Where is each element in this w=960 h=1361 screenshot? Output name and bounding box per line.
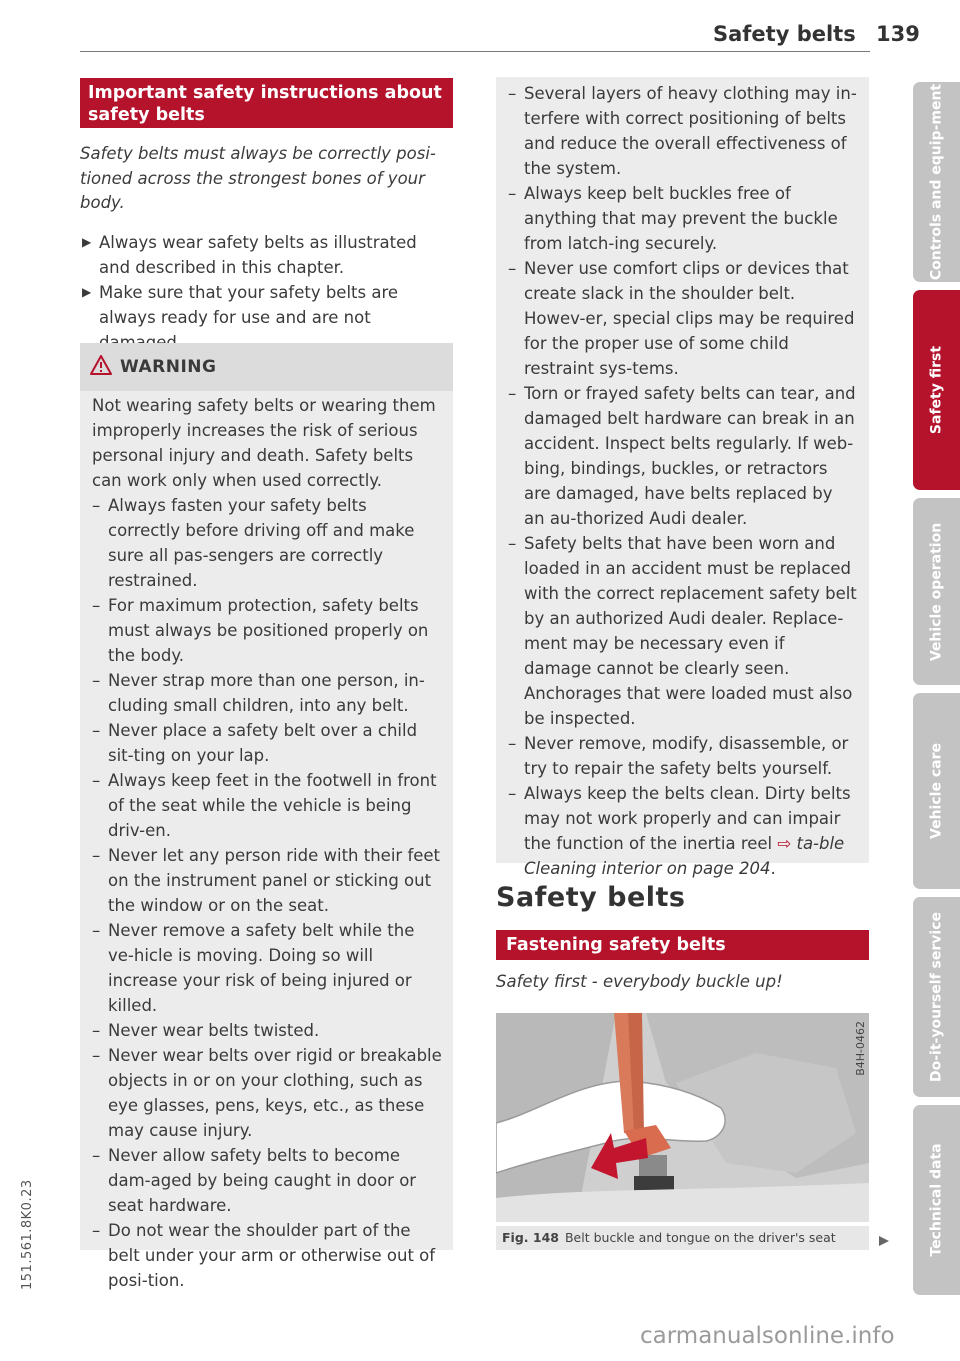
tab-controls-and-equipment[interactable]: Controls and equip-ment [913, 82, 960, 282]
right-subtitle: Safety first - everybody buckle up! [496, 972, 783, 991]
warning-label: WARNING [120, 357, 217, 377]
list-item: – Torn or frayed safety belts can tear, and damaged belt hardware can break in an accident. Inspect belts regularly. If web-bing, bindings, buckles, or retractors are damaged, have belts replaced by an au-thorized Audi dealer. [508, 384, 856, 528]
watermark: carmanualsonline.info [640, 1323, 895, 1349]
list-item: – Several layers of heavy clothing may in-terfere with correct positioning of belts and reduce the overall effectiveness of the system. [508, 84, 857, 178]
list-item: – Always fasten your safety belts correctly before driving off and make sure all pas-sengers are correctly restrained. [92, 496, 415, 590]
warning-header [80, 343, 453, 391]
subsection-heading-fastening: Fastening safety belts [496, 930, 869, 960]
list-item: – Never allow safety belts to become dam-aged by being caught in door or seat hardware. [92, 1146, 417, 1215]
figure-label: Fig. 148 [502, 1230, 559, 1245]
figure-belt-buckle [496, 1013, 869, 1222]
cross-reference-arrow-icon: ⇨ [777, 834, 797, 853]
list-item: – Safety belts that have been worn and loaded in an accident must be replaced with the correct replacement safety belt by an authorized Audi dealer. Replace-ment may be necessary even if damage cannot be clearly seen. Anchorages that were loaded must also be inspected. [508, 534, 857, 728]
tab-vehicle-care[interactable]: Vehicle care [913, 693, 960, 889]
document-code: 151.561.8K0.23 [20, 1179, 35, 1290]
tab-do-it-yourself-service[interactable]: Do-it-yourself service [913, 897, 960, 1097]
triangle-bullet-icon: ▶ [82, 235, 92, 249]
warning-list [92, 493, 443, 1293]
list-item: – Never let any person ride with their feet on the instrument panel or sticking out the window or on the seat. [92, 846, 441, 915]
list-item: ▶ Always wear safety belts as illustrated and described in this chapter. [80, 230, 450, 280]
tab-safety-first[interactable]: Safety first [913, 290, 960, 490]
list-item: – Do not wear the shoulder part of the belt under your arm or otherwise out of posi-tion. [92, 1221, 436, 1290]
list-item: – Always keep the belts clean. Dirty belts may not work properly and can impair the function of the inertia reel ⇨ ta-ble Cleaning interior on page 204. [508, 784, 851, 878]
list-item: – Never wear belts twisted. [92, 1021, 320, 1040]
cross-reference-link[interactable]: ta-ble Cleaning interior on page 204 [524, 834, 845, 878]
continued-arrow-icon [878, 1232, 890, 1251]
belt-buckle-illustration [496, 1013, 869, 1222]
warning-list-continued [496, 77, 869, 881]
figure-caption-text: Belt buckle and tongue on the driver's seat [564, 1230, 836, 1245]
warning-box-continued [496, 77, 869, 878]
figure-caption [496, 1226, 869, 1250]
list-item: – Never strap more than one person, in-cluding small children, into any belt. [92, 671, 425, 715]
list-item: ▶ Make sure that your safety belts are always ready for use and are not [80, 280, 450, 355]
list-item: – Never place a safety belt over a child sit-ting on your lap. [92, 721, 418, 765]
section-heading-important-safety: Important safety instructions about safety belts [80, 78, 453, 128]
list-item: – Never wear belts over rigid or breakable objects in or on your clothing, such as eye glasses, pens, keys, etc., as these may cause injury. [92, 1046, 442, 1140]
list-item: – Never remove a safety belt while the ve-hicle is moving. Doing so will increase your risk of being injured or killed. [92, 921, 415, 1015]
instruction-list [80, 230, 450, 355]
warning-triangle-icon [90, 355, 112, 379]
warning-box-left [80, 343, 453, 1290]
page-number: 139 [876, 22, 920, 46]
list-item: – Always keep belt buckles free of anything that may prevent the buckle from latch-ing securely. [508, 184, 838, 253]
list-item: – Always keep feet in the footwell in front of the seat while the vehicle is being driv-en. [92, 771, 437, 840]
list-item: – Never use comfort clips or devices that create slack in the shoulder belt. Howev-er, special clips may be required for the proper use of some child restraint sys-tems. [508, 259, 855, 378]
triangle-bullet-icon: ▶ [82, 285, 92, 299]
running-header-title: Safety belts [713, 22, 856, 46]
tab-vehicle-operation[interactable]: Vehicle operation [913, 498, 960, 685]
figure-code: B4H-0462 [854, 1021, 867, 1076]
list-item: – Never remove, modify, disassemble, or try to repair the safety belts yourself. [508, 734, 849, 778]
left-subtitle: Safety belts must always be correctly posi-tioned across the strongest bones of your body. [80, 144, 436, 212]
tab-technical-data[interactable]: Technical data [913, 1105, 960, 1295]
header-rule [80, 51, 870, 52]
list-item: – For maximum protection, safety belts must always be positioned properly on the body. [92, 596, 429, 665]
warning-intro: Not wearing safety belts or wearing them improperly increases the risk of serious personal injury and death. Safety belts can work only when used correctly. [92, 396, 436, 490]
section-title-safety-belts: Safety belts [496, 882, 686, 913]
